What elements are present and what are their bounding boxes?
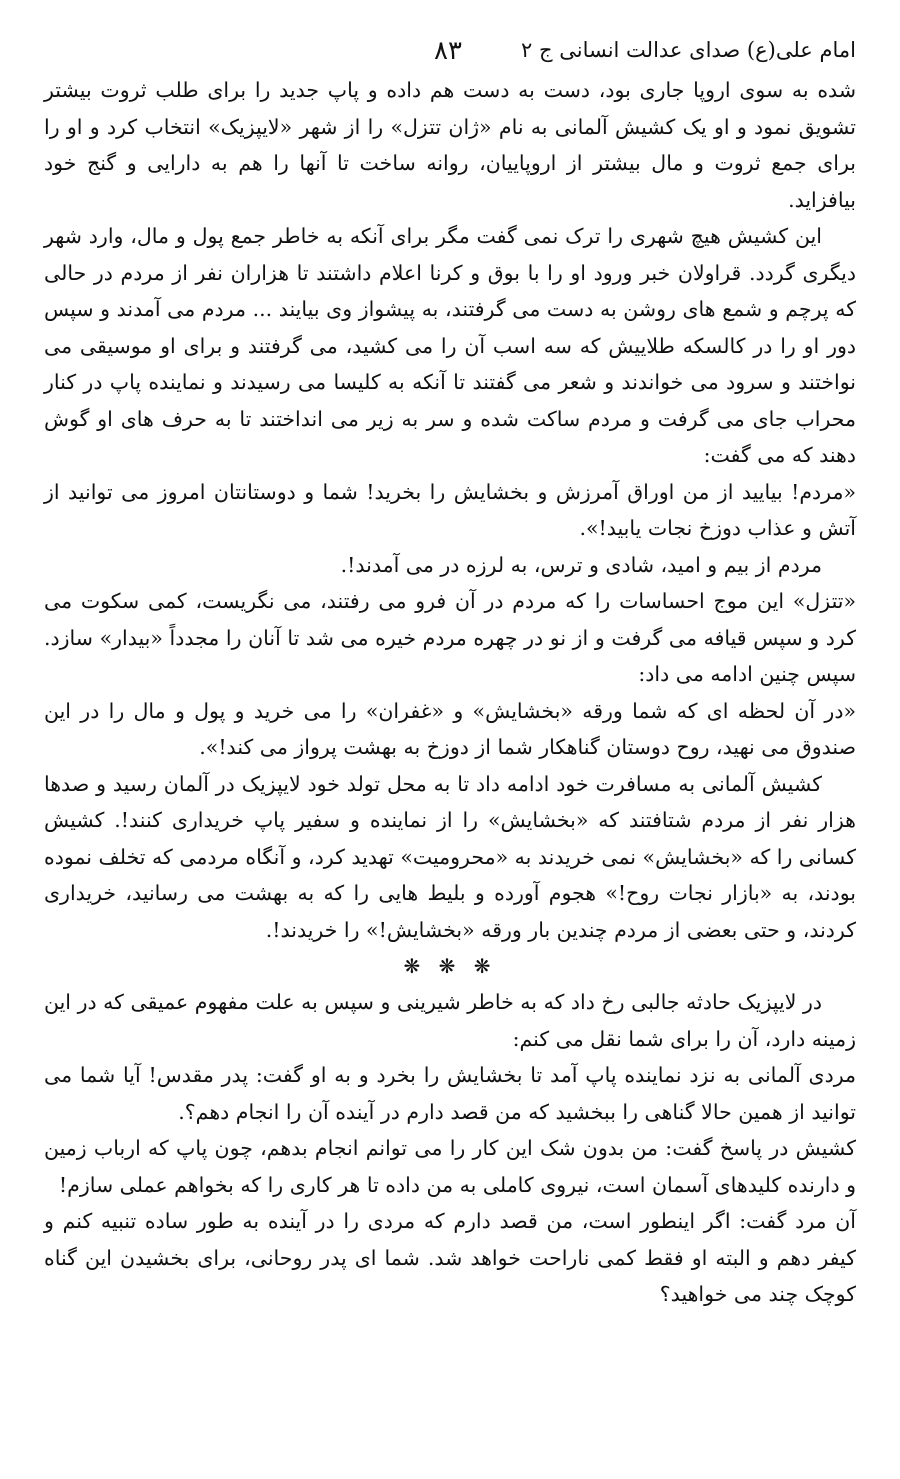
quote-paragraph: «در آن لحظه ای که شما ورقه «بخشایش» و «غفران» را می خرید و پول و مال را در این صندوق می نهید، روح دوستان گناهکار شما از دوزخ به بهشت پرواز می کند!». xyxy=(44,698,856,759)
page-header xyxy=(44,30,856,72)
paragraph: در لایپزیک حادثه جالبی رخ داد که به خاطر شیرینی و سپس به علت مفهوم عمیقی که در این زمینه دارد، آن را برای شما نقل می کنم: xyxy=(44,990,856,1051)
running-title: امام علی(ع) صدای عدالت انسانی ج ۲ xyxy=(521,38,856,62)
section-separator: ❋ ❋ ❋ xyxy=(403,954,497,978)
paragraph: «تتزل» این موج احساسات را که مردم در آن فرو می رفتند، می نگریست، کمی سکوت می کرد و سپس قیافه می گرفت و از نو در چهره مردم خیره می شد تا آنان را مجدداً «بیدار» سازد. سپس چنین ادامه می داد: xyxy=(44,589,856,686)
quote-paragraph: «مردم! بیایید از من اوراق آمرزش و بخشایش را بخرید! شما و دوستانتان امروز می توانید از آتش و عذاب دوزخ نجات یابید!». xyxy=(44,479,856,540)
page-number: ۸۳ xyxy=(434,36,462,66)
book-page xyxy=(44,30,856,1459)
paragraph: کشیش آلمانی به مسافرت خود ادامه داد تا به محل تولد خود لایپزیک در آلمان رسید و صدها هزار نفر از مردم شتافتند که «بخشایش» را از نماینده و سفیر پاپ خریداری کنند!. کشیش کسانی را که «بخشایش» نمی خریدند به «محرومیت» تهدید کرد، و آنگاه مردمی که تخلف نموده بودند، به «بازار نجات روح!» هجوم آورده و بلیط هایی را که به بهشت می رسانید، خریداری کردند، و حتی بعضی از مردم چندین بار ورقه «بخشایش!» را خریدند!. xyxy=(44,771,856,942)
paragraph: شده به سوی اروپا جاری بود، دست به دست هم داده و پاپ جدید را برای طلب ثروت بیشتر تشویق نمود و او یک کشیش آلمانی به نام «ژان تتزل» را از شهر «لایپزیک» انتخاب کرد و او را برای جمع ثروت و مال بیشتر از اروپاییان، روانه ساخت تا آنها را هم به دارایی و گنج خود بیافزاید. xyxy=(44,78,856,212)
paragraph: این کشیش هیچ شهری را ترک نمی گفت مگر برای آنکه به خاطر جمع پول و مال، وارد شهر دیگری گردد. قراولان خبر ورود او را با بوق و کرنا اعلام داشتند تا هزاران نفر از مردم در حالی که پرچم و شمع های روشن به دست می گرفتند، به پیشواز وی بیایند ... مردم می آمدند و سپس دور او را در کالسکه طلاییش که سه اسب آن را می کشید، می گرفتند و برای او موسیقی می نواختند و سرود می خواندند و شعر می گفتند تا آنکه به کلیسا می رسیدند و نماینده پاپ در کنار محراب جای می گرفت و مردم ساکت شده و سر به زیر می انداختند تا به حرف های او گوش دهند که می گفت: xyxy=(44,224,857,467)
paragraph: آن مرد گفت: اگر اینطور است، من قصد دارم که مردی را در آینده به طور ساده تنبیه کنم و کیفر دهم و البته او فقط کمی ناراحت خواهد شد. شما ای پدر روحانی، برای بخشیدن این گناه کوچک چند می خواهید؟ xyxy=(44,1209,856,1306)
paragraph: مردم از بیم و امید، شادی و ترس، به لرزه در می آمدند!. xyxy=(340,552,822,577)
paragraph: کشیش در پاسخ گفت: من بدون شک این کار را می توانم انجام بدهم، چون پاپ که ارباب زمین و دارنده کلیدهای آسمان است، نیروی کاملی به من داده تا هر کاری را که بخواهم عملی سازم! xyxy=(44,1136,856,1197)
paragraph: مردی آلمانی به نزد نماینده پاپ آمد تا بخشایش را بخرد و به او گفت: پدر مقدس! آیا شما می توانید از همین حالا گناهی را ببخشید که من قصد دارم در آینده آن را انجام دهم؟. xyxy=(44,1063,856,1124)
